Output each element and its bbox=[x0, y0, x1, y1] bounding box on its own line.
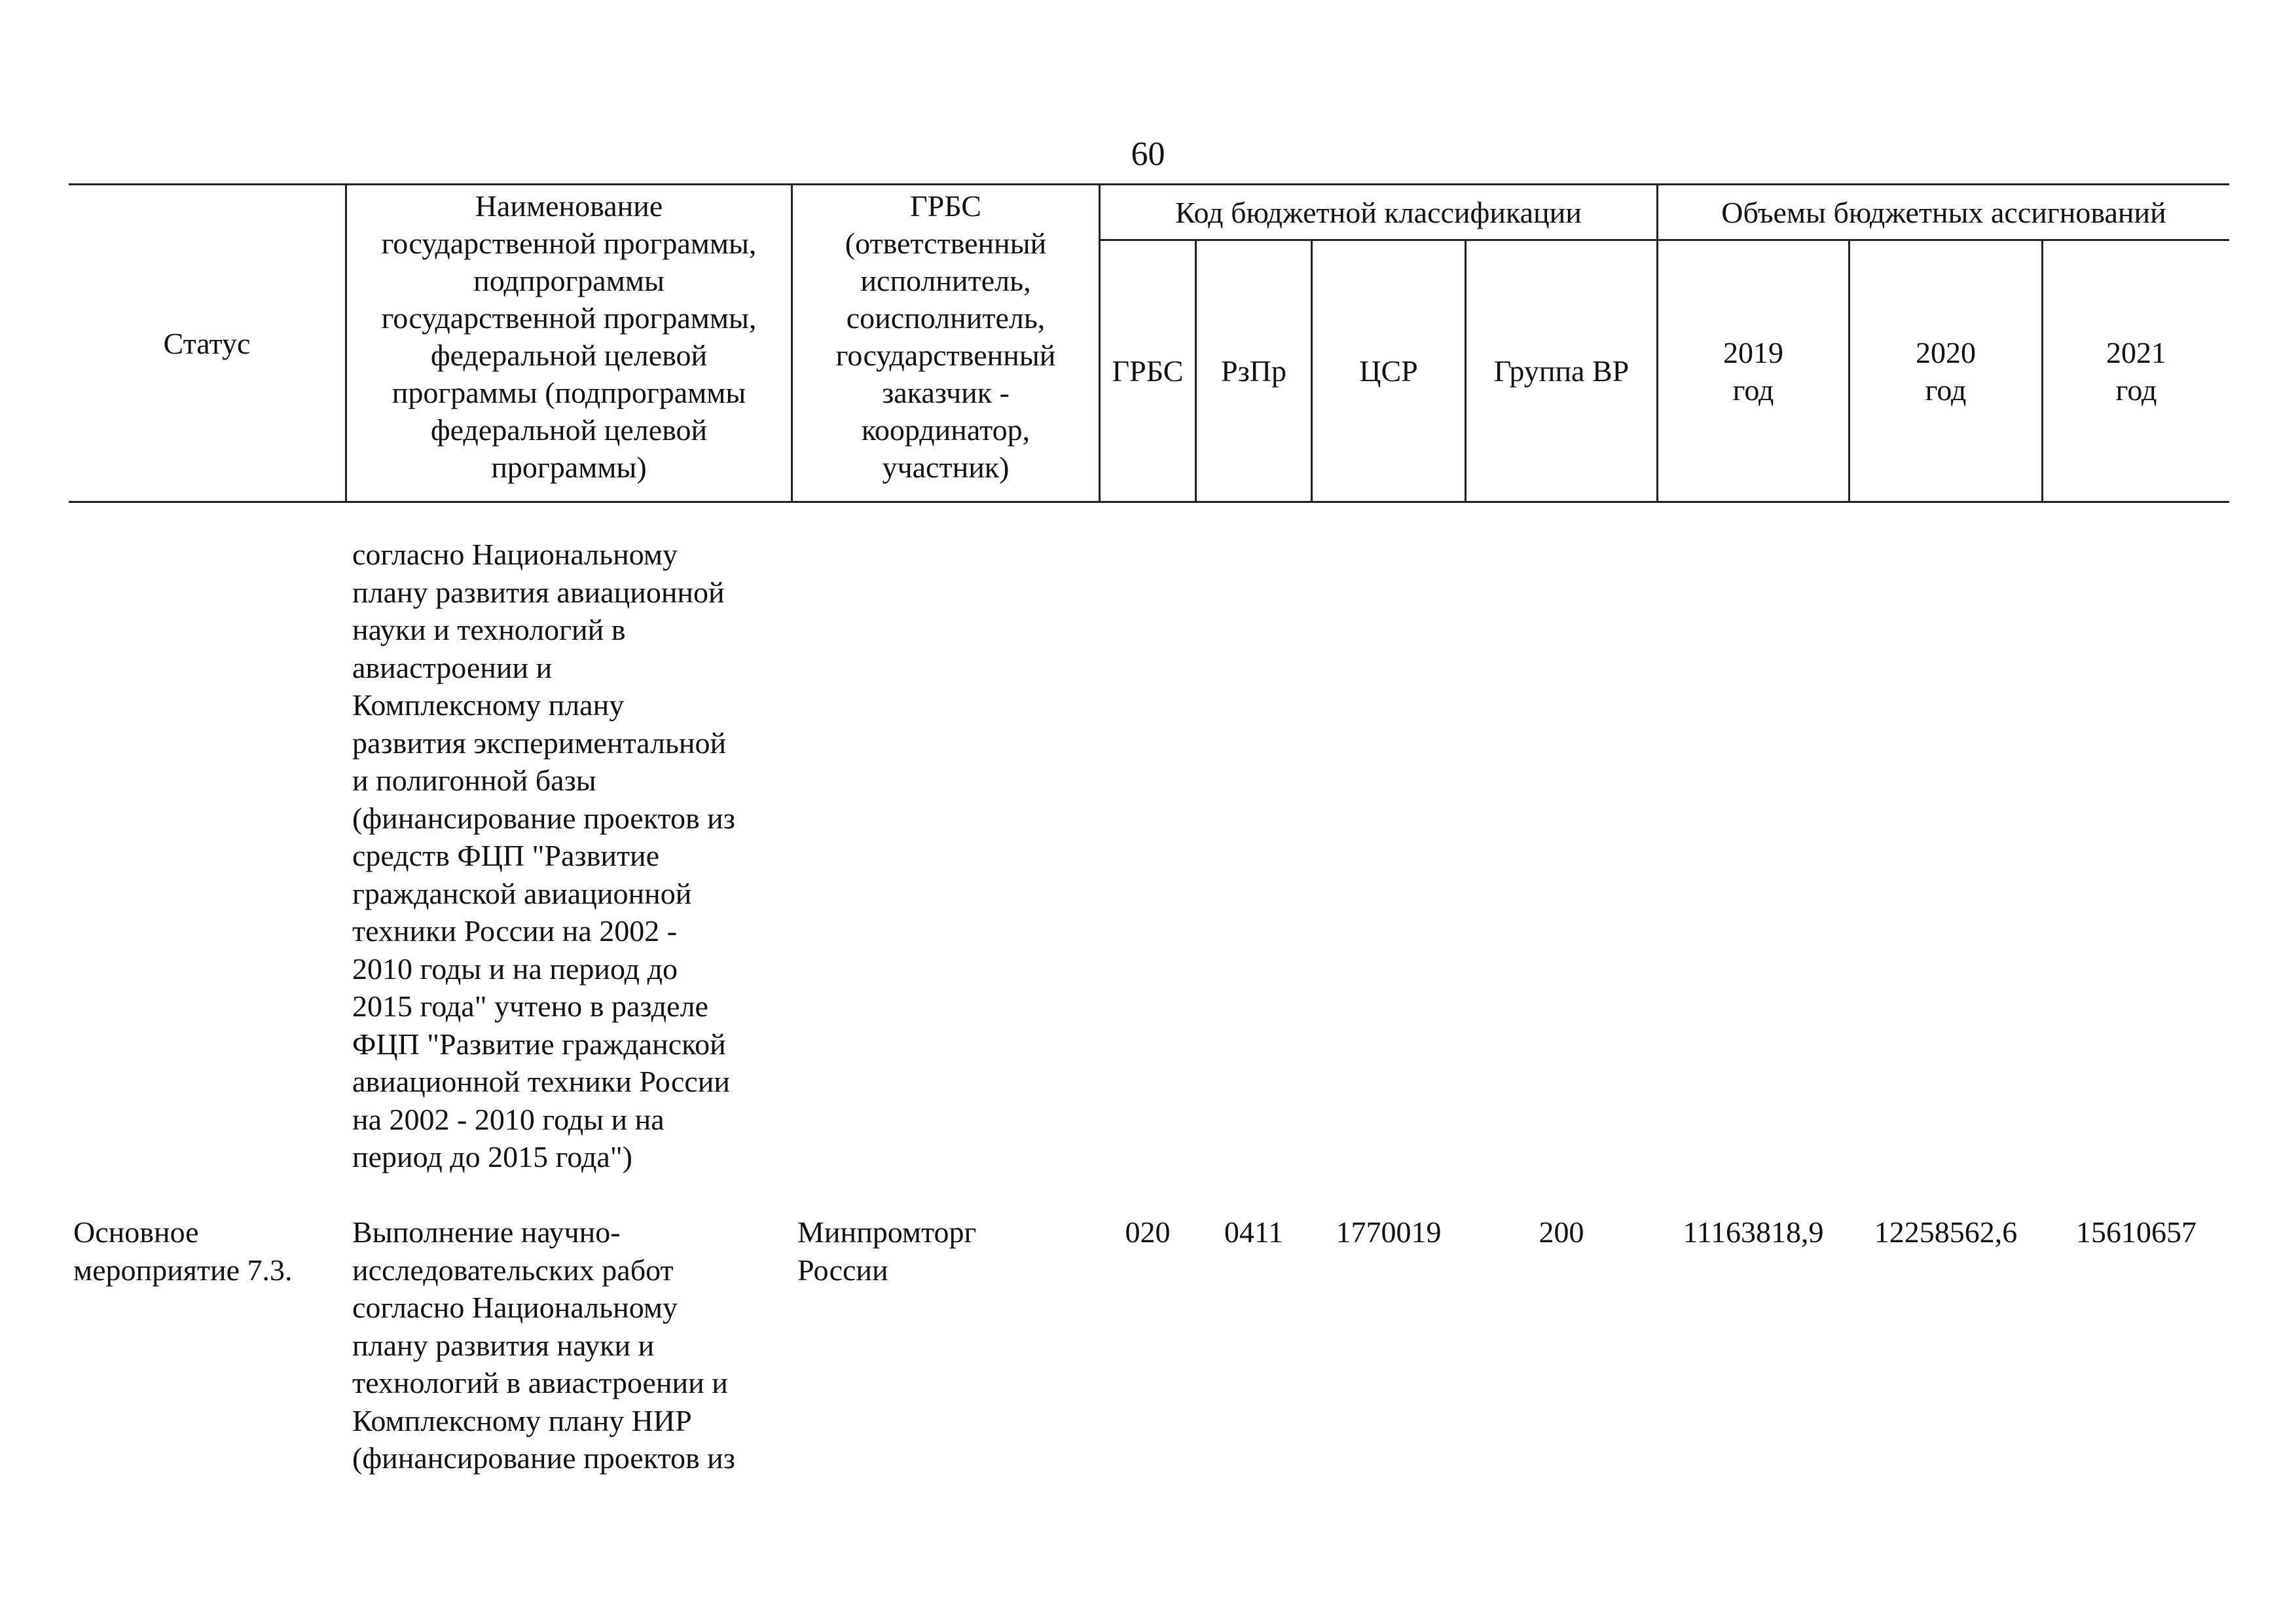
header-group-vr: Группа ВР bbox=[1493, 354, 1630, 388]
row-executor: Минпромторг России bbox=[797, 1215, 977, 1287]
header-bottom-border bbox=[69, 501, 2229, 503]
row-rzpr: 0411 bbox=[1224, 1215, 1284, 1249]
header-budget-code: Код бюджетной классификации bbox=[1175, 195, 1582, 229]
page-number: 60 bbox=[1131, 136, 1165, 173]
row-volume-2021: 15610657 bbox=[2076, 1215, 2196, 1249]
row-program-name: согласно Национальному плану развития авиационной науки и технологий в авиастроении и Комплексному плану развития экспериментальной и полигонной базы (финансирование проектов из средств ФЦП "Развитие гражданской авиационной техники России на 2002 - 2010 годы и на период до 2015 года" учтено в разделе ФЦП "Развитие гражданской авиационной техники России на 2002 - 2010 годы и на период до 2015 года") bbox=[352, 538, 735, 1173]
row-volume-2019: 11163818,9 bbox=[1683, 1215, 1824, 1249]
header-budget-volumes: Объемы бюджетных ассигнований bbox=[1721, 195, 2166, 229]
row-group-vr: 200 bbox=[1539, 1215, 1584, 1249]
row-volume-2020: 12258562,6 bbox=[1874, 1215, 2018, 1249]
row-program-name: Выполнение научно- исследовательских работ согласно Национальному плану развития науки и технологий в авиастроении и Комплексному плану НИР (финансирование проектов из bbox=[352, 1215, 735, 1475]
header-csr: ЦСР bbox=[1359, 354, 1418, 388]
row-grbs: 020 bbox=[1125, 1215, 1171, 1249]
header-year-2020: 2020 год bbox=[1916, 335, 1976, 407]
header-program-name: Наименование государственной программы, подпрограммы государственной программы, федеральной целевой программы (подпрограммы федеральной целевой программы) bbox=[381, 189, 757, 484]
header-rzpr: РзПр bbox=[1221, 354, 1286, 388]
header-status: Статус bbox=[163, 326, 251, 360]
row-csr: 1770019 bbox=[1336, 1215, 1442, 1249]
row-status: Основное мероприятие 7.3. bbox=[73, 1215, 293, 1287]
header-year-2021: 2021 год bbox=[2106, 335, 2166, 407]
header-year-2019: 2019 год bbox=[1723, 335, 1783, 407]
header-executor: ГРБС (ответственный исполнитель, соисполнитель, государственный заказчик - координатор, участник) bbox=[835, 189, 1056, 484]
header-grbs: ГРБС bbox=[1112, 354, 1184, 388]
